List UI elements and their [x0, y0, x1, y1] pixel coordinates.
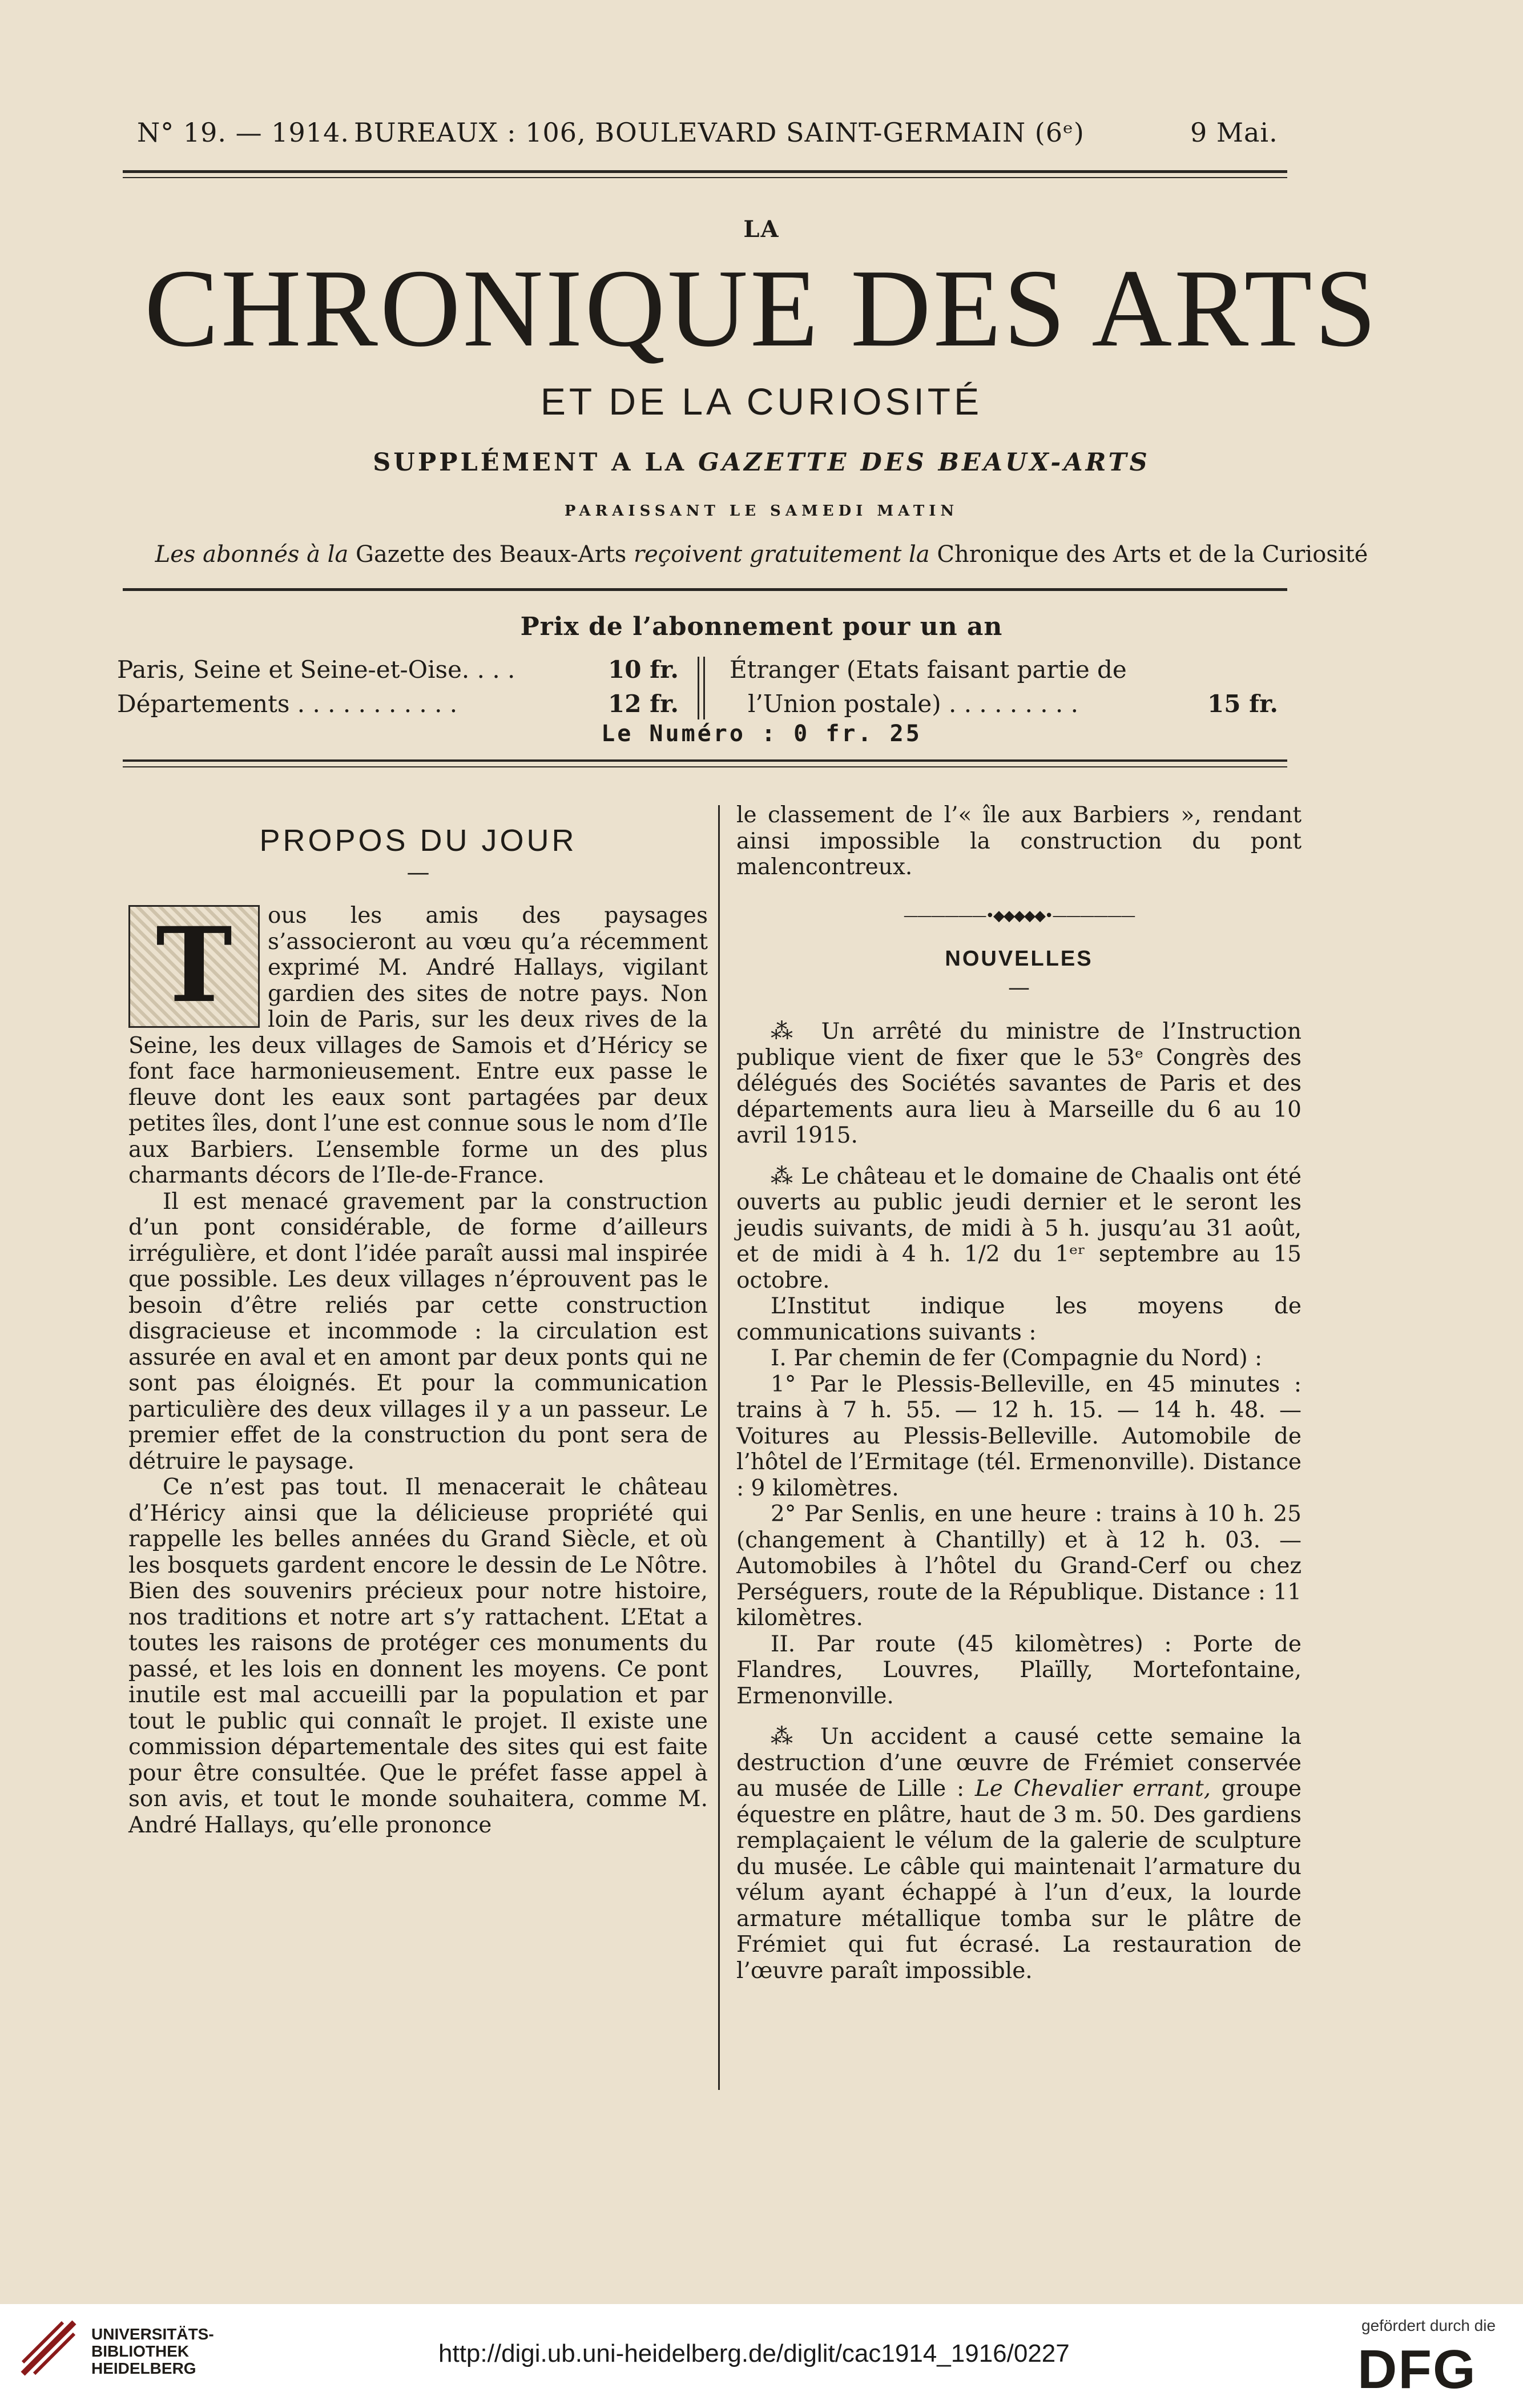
- prix-etranger-price: 15 fr.: [1207, 690, 1279, 718]
- propos-paragraph-3: Ce n’est pas tout. Il menacerait le château d’Héricy ainsi que la délicieuse propriété qui rappelle les belles années du Grand Siècle, et où les bosquets gardent encore le dessin de Le Nôtre. Bien des souvenirs précieux pour notre histoire, nos traditions et notre art s’y rattachent. L’Etat a toutes les raisons de protéger ces monuments du passé, et les lois en donnent les moyens. Ce pont inutile est mal accueilli par la population et par tout le public qui connaît le projet. Il existe une commission départementale des sites qui est faite pour être consultée. Que le préfet fasse appel à son avis, et tout le monde souhaitera, comme M. André Hallays, qu’elle prononce: [128, 1474, 708, 1838]
- dfg-logo: DFG: [1357, 2339, 1477, 2400]
- abonnes-part-2: Gazette des Beaux-Arts: [356, 541, 634, 568]
- nouvelle-chaalis-senlis: 2° Par Senlis, en une heure : trains à 10 h. 25 (changement à Chantilly) et à 12 h. 03. — Automobiles à l’hôtel du Grand-Cerf ou chez Perséguers, route de la République. Distance : 11 kilomètres.: [736, 1501, 1302, 1631]
- abonnes-part-3: reçoivent gratuitement la: [634, 541, 937, 568]
- paraissant-line: PARAISSANT LE SAMEDI MATIN: [564, 502, 959, 520]
- propos-heading: PROPOS DU JOUR: [259, 823, 577, 858]
- prix-dept-label: Départements . . . . . . . . . . .: [117, 690, 458, 718]
- propos-continuation: le classement de l’« île aux Barbiers », rendant ainsi impossible la construction du pont malencontreux.: [736, 802, 1302, 880]
- propos-paragraph-1: ous les amis des paysages s’associeront au vœu qu’a récemment exprimé M. André Hallays, vigilant gardien des sites de notre pays. Non loin de Paris, sur les deux rives de la Seine, les deux villages de Samois et d’Héricy se font face harmonieusement. Entre eux passe le fleuve dont les eaux sont partagées par deux petites îles, dont l’une est connue sous le nom d’Ile aux Barbiers. L’ensemble forme un des plus charmants décors de l’Ile-de-France.: [128, 903, 708, 1188]
- ornament-divider: ——————•◆◆◆◆◆•——————: [903, 907, 1135, 924]
- issue-number: N° 19. — 1914.: [137, 117, 349, 148]
- column-divider: [718, 805, 720, 2090]
- nouvelle-lille-b: groupe équestre en plâtre, haut de 3 m. 50. Des gardiens remplaçaient le vélum de la galerie de sculpture du musée. Le câble qui maintenait l’armature du vélum ayant échappé à l’un d’eux, la lourde armature métallique tomba sur le plâtre de Frémiet qui fut écrasé. La restauration de l’œuvre paraît impossible.: [736, 1776, 1302, 1984]
- masthead-title: CHRONIQUE DES ARTS: [144, 247, 1379, 370]
- prix-dept-price: 12 fr.: [608, 690, 679, 718]
- nouvelle-chaalis: ⁂ Le château et le domaine de Chaalis ont été ouverts au public jeudi dernier et le seront les jeudis suivants, de midi à 5 h. jusqu’au 31 août, et de midi à 4 h. 1/2 du 1ᵉʳ septembre au 15 octobre.: [736, 1163, 1302, 1293]
- right-column: [736, 802, 1302, 1984]
- supplement-prefix: SUPPLÉMENT A LA: [373, 448, 699, 477]
- nouvelle-lille-a: ⁂ Un accident a causé cette semaine la destruction d’une œuvre de Frémiet conservée au musée de Lille :: [736, 1724, 1302, 1802]
- prix-rule: [123, 759, 1287, 762]
- supplement-journal: GAZETTE DES BEAUX-ARTS: [698, 448, 1150, 477]
- masthead-subtitle: ET DE LA CURIOSITÉ: [540, 380, 983, 423]
- masthead-rule: [123, 588, 1287, 591]
- nouvelle-chaalis-chemin: I. Par chemin de fer (Compagnie du Nord) :: [771, 1345, 1263, 1371]
- nouvelle-lille: [736, 1724, 1302, 1984]
- nouvelle-chaalis-route: II. Par route (45 kilomètres) : Porte de Flandres, Louvres, Plaïlly, Mortefontaine, Ermenonville.: [736, 1631, 1302, 1709]
- ornamental-dropcap: T: [128, 905, 260, 1028]
- header-rule: [123, 170, 1287, 173]
- prix-divider-2: [703, 657, 705, 719]
- nouvelle-chaalis-moyens: L’Institut indique les moyens de communications suivants :: [736, 1293, 1302, 1345]
- masthead-la: LA: [743, 216, 780, 243]
- university-name: [91, 2326, 214, 2377]
- nouvelle-congres: ⁂ Un arrêté du ministre de l’Instruction publique vient de fixer que le 53ᵉ Congrès des délégués des Sociétés savantes de Paris et des départements aura lieu à Marseille du 6 au 10 avril 1915.: [736, 1019, 1302, 1148]
- bureaux-address: BUREAUX : 106, BOULEVARD SAINT-GERMAIN (6ᵉ): [354, 117, 1085, 148]
- university-name-2: BIBLIOTHEK: [91, 2342, 190, 2360]
- header-rule-thin: [123, 177, 1287, 178]
- supplement-line: [0, 448, 1523, 477]
- abonnes-part-4: Chronique des Arts et de la Curiosité: [937, 541, 1368, 568]
- prix-divider-1: [698, 657, 699, 719]
- prix-etranger-1: Étranger (Etats faisant partie de: [730, 656, 1127, 684]
- prix-paris-label: Paris, Seine et Seine-et-Oise. . . .: [117, 656, 515, 684]
- nouvelle-chaalis-plessis: 1° Par le Plessis-Belleville, en 45 minutes : trains à 7 h. 55. — 12 h. 15. — 14 h. 48. — Voitures au Plessis-Belleville. Automobile de l’hôtel de l’Ermitage (tél. Ermenonville). Distance : 9 kilomètres.: [736, 1371, 1302, 1501]
- abonnes-part-1: Les abonnés à la: [155, 541, 356, 568]
- propos-heading-dash: —: [406, 859, 430, 886]
- university-logo-icon: [17, 2317, 80, 2379]
- propos-column: [128, 823, 708, 1838]
- nouvelle-lille-oeuvre: Le Chevalier errant,: [974, 1776, 1211, 1802]
- prix-rule-thin: [123, 766, 1287, 767]
- prix-etranger-2: l’Union postale) . . . . . . . . .: [748, 690, 1078, 718]
- prix-title: Prix de l’abonnement pour un an: [520, 612, 1003, 641]
- nouvelles-heading: NOUVELLES: [945, 947, 1093, 971]
- abonnes-line: [0, 541, 1523, 568]
- prix-paris-price: 10 fr.: [608, 656, 679, 684]
- issue-date: 9 Mai.: [1190, 117, 1278, 148]
- university-name-3: HEIDELBERG: [91, 2359, 196, 2377]
- prix-numero: Le Numéro : 0 fr. 25: [601, 721, 922, 747]
- propos-paragraph-2: Il est menacé gravement par la construction d’un pont considérable, de forme d’ailleurs irrégulière, et dont l’idée paraît aussi mal inspirée que possible. Les deux villages n’éprouvent pas le besoin d’être reliés par cette construction disgracieuse et incommode : la circulation est assurée en aval et en amont par deux ponts qui ne sont pas éloignés. Et pour la communication particulière des deux villages il y a un passeur. Le premier effet de la construction du pont sera de détruire le paysage.: [128, 1188, 708, 1474]
- university-name-1: UNIVERSITÄTS-: [91, 2325, 214, 2343]
- funded-by-text: gefördert durch die: [1361, 2317, 1496, 2334]
- permalink-url[interactable]: http://digi.ub.uni-heidelberg.de/diglit/cac1914_1916/0227: [438, 2339, 1070, 2367]
- nouvelles-heading-dash: —: [1008, 974, 1030, 1000]
- digitization-footer: [0, 2304, 1523, 2408]
